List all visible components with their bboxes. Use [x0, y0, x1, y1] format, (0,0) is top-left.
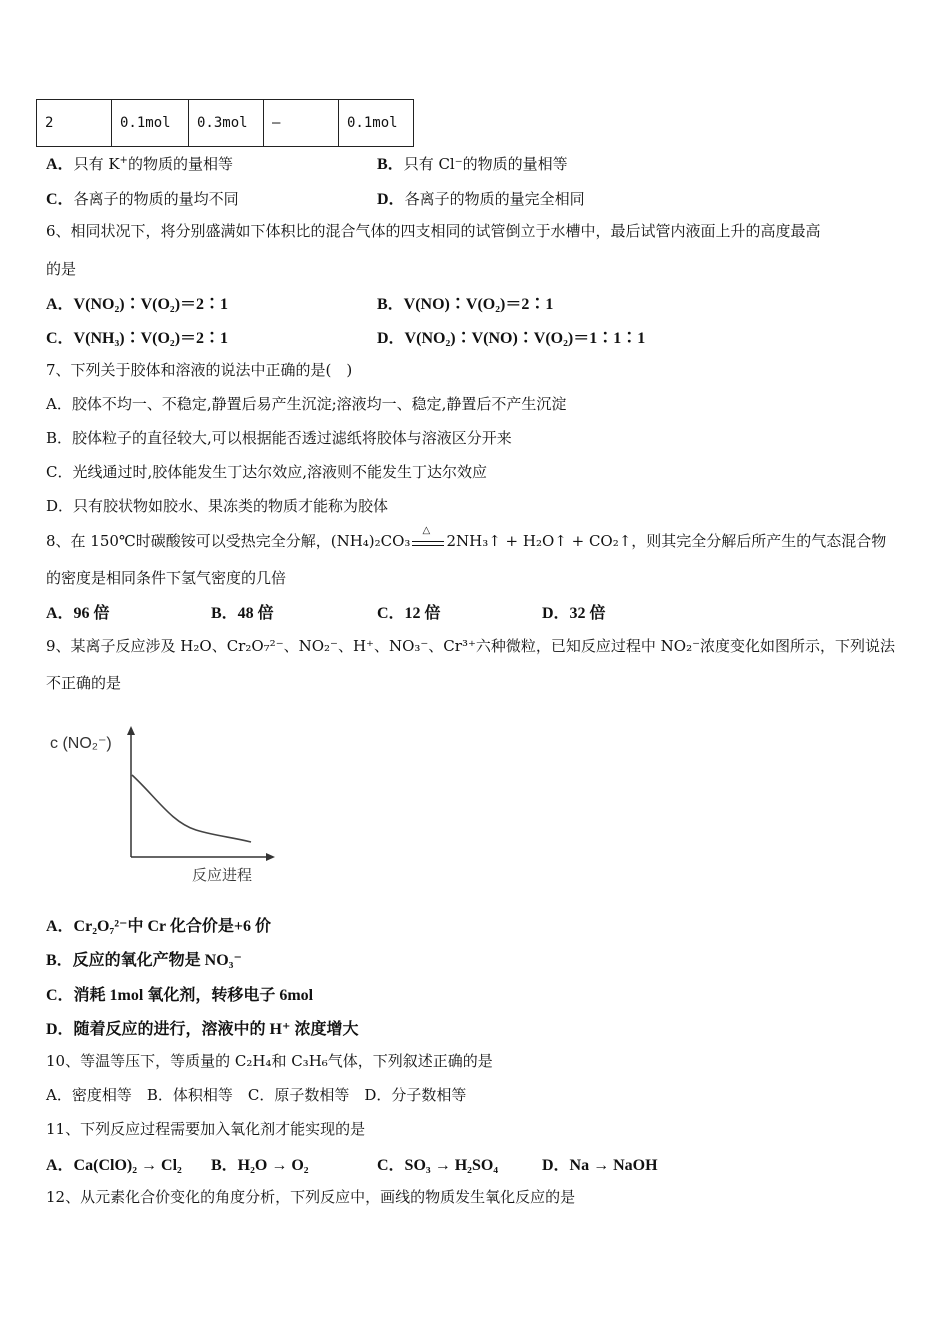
q11-stem: 11、下列反应过程需要加入氧化剂才能实现的是 [46, 1120, 366, 1138]
option-text: 各离子的物质的量均不同 [73, 190, 239, 208]
equals-bar [412, 541, 444, 546]
x-axis-label: 反应进程 [192, 866, 253, 884]
heating-condition-sign [412, 525, 444, 546]
x-axis-arrow-icon [266, 853, 275, 861]
q6-stem-cont: 的是 [46, 260, 77, 278]
option-letter: D． [377, 191, 405, 208]
y-axis-label: c (NO₂⁻) [50, 735, 112, 752]
q8-option-a: A．96 倍 [46, 605, 110, 622]
option-text: 只有 Cl⁻的物质的量相等 [403, 155, 568, 173]
q5-option-b [377, 151, 568, 174]
q8-option-b: B．48 倍 [211, 605, 274, 622]
q8-stem [46, 525, 887, 551]
table-cell: — [264, 100, 339, 147]
q7-option-b: B．胶体粒子的直径较大,可以根据能否透过滤纸将胶体与溶液区分开来 [46, 429, 512, 447]
q9-option-d: D．随着反应的进行，溶液中的 H⁺ 浓度增大 [46, 1021, 359, 1038]
concentration-graph [46, 722, 286, 890]
q12-stem: 12、从元素化合价变化的角度分析，下列反应中，画线的物质发生氧化反应的是 [46, 1188, 576, 1206]
q11-option-a: A．Ca(ClO)₂ → Cl₂ [46, 1157, 182, 1174]
option-text: 只有 K [73, 155, 120, 173]
q9-option-b: B．反应的氧化产物是 NO₃⁻ [46, 952, 242, 969]
q5-option-d [377, 186, 585, 209]
stem-text: 8、在 150℃时碳酸铵可以受热完全分解，(NH₄)₂CO₃ [46, 532, 411, 550]
q8-option-d: D．32 倍 [542, 605, 606, 622]
option-text: 的物质的量相等 [127, 155, 233, 173]
option-letter: C． [46, 191, 74, 208]
q9-option-c: C．消耗 1mol 氧化剂，转移电子 6mol [46, 987, 314, 1004]
q7-stem: 7、下列关于胶体和溶液的说法中正确的是( ) [46, 361, 353, 379]
table-cell: 2 [37, 100, 112, 147]
q6-option-c: C．V(NH₃)∶V(O₂)＝2∶1 [46, 330, 229, 347]
q5-option-a [46, 151, 233, 174]
q5-option-c [46, 186, 239, 209]
q9-stem-cont: 不正确的是 [46, 674, 122, 692]
q6-stem: 6、相同状况下，将分别盛满如下体积比的混合气体的四支相同的试管倒立于水槽中，最后试管内液面上升的高度最高 [46, 222, 821, 240]
q7-option-d: D．只有胶状物如胶水、果冻类的物质才能称为胶体 [46, 497, 389, 515]
q6-option-d: D．V(NO₂)∶V(NO)∶V(O₂)＝1∶1∶1 [377, 330, 646, 347]
q7-option-c: C．光线通过时,胶体能发生丁达尔效应,溶液则不能发生丁达尔效应 [46, 463, 488, 481]
q11-option-b: B．H₂O → O₂ [211, 1157, 309, 1174]
q6-option-a: A．V(NO₂)∶V(O₂)＝2∶1 [46, 296, 229, 313]
table-cell: 0.1mol [112, 100, 189, 147]
table-row [37, 100, 414, 147]
q8-option-c: C．12 倍 [377, 605, 441, 622]
option-text: 各离子的物质的量完全相同 [404, 190, 585, 208]
y-axis-arrow-icon [127, 726, 135, 735]
q11-option-c: C．SO₃ → H₂SO₄ [377, 1157, 499, 1174]
q6-option-b: B．V(NO)∶V(O₂)＝2∶1 [377, 296, 554, 313]
q10-options: A．密度相等 B．体积相等 C．原子数相等 D．分子数相等 [46, 1086, 467, 1104]
q11-option-d: D．Na → NaOH [542, 1157, 658, 1174]
concentration-curve [132, 775, 251, 842]
q7-option-a: A．胶体不均一、不稳定,静置后易产生沉淀;溶液均一、稳定,静置后不产生沉淀 [46, 395, 567, 413]
stem-text: 2NH₃↑ + H₂O↑ + CO₂↑，则其完全分解后所产生的气态混合物 [446, 532, 887, 550]
q8-stem-cont: 的密度是相同条件下氢气密度的几倍 [46, 569, 287, 587]
option-letter: B． [377, 156, 404, 173]
table-cell: 0.3mol [189, 100, 264, 147]
q10-stem: 10、等温等压下，等质量的 C₂H₄和 C₃H₆气体，下列叙述正确的是 [46, 1052, 493, 1070]
table-cell: 0.1mol [339, 100, 414, 147]
option-letter: A． [46, 156, 74, 173]
q9-option-a: A．Cr₂O₇²⁻中 Cr 化合价是+6 价 [46, 918, 271, 935]
superscript: + [119, 155, 128, 166]
data-table [36, 99, 414, 147]
heat-triangle-icon: △ [422, 525, 431, 536]
q9-stem: 9、某离子反应涉及 H₂O、Cr₂O₇²⁻、NO₂⁻、H⁺、NO₃⁻、Cr³⁺六种微粒，已知反应过程中 NO₂⁻浓度变化如图所示，下列说法 [46, 637, 896, 655]
